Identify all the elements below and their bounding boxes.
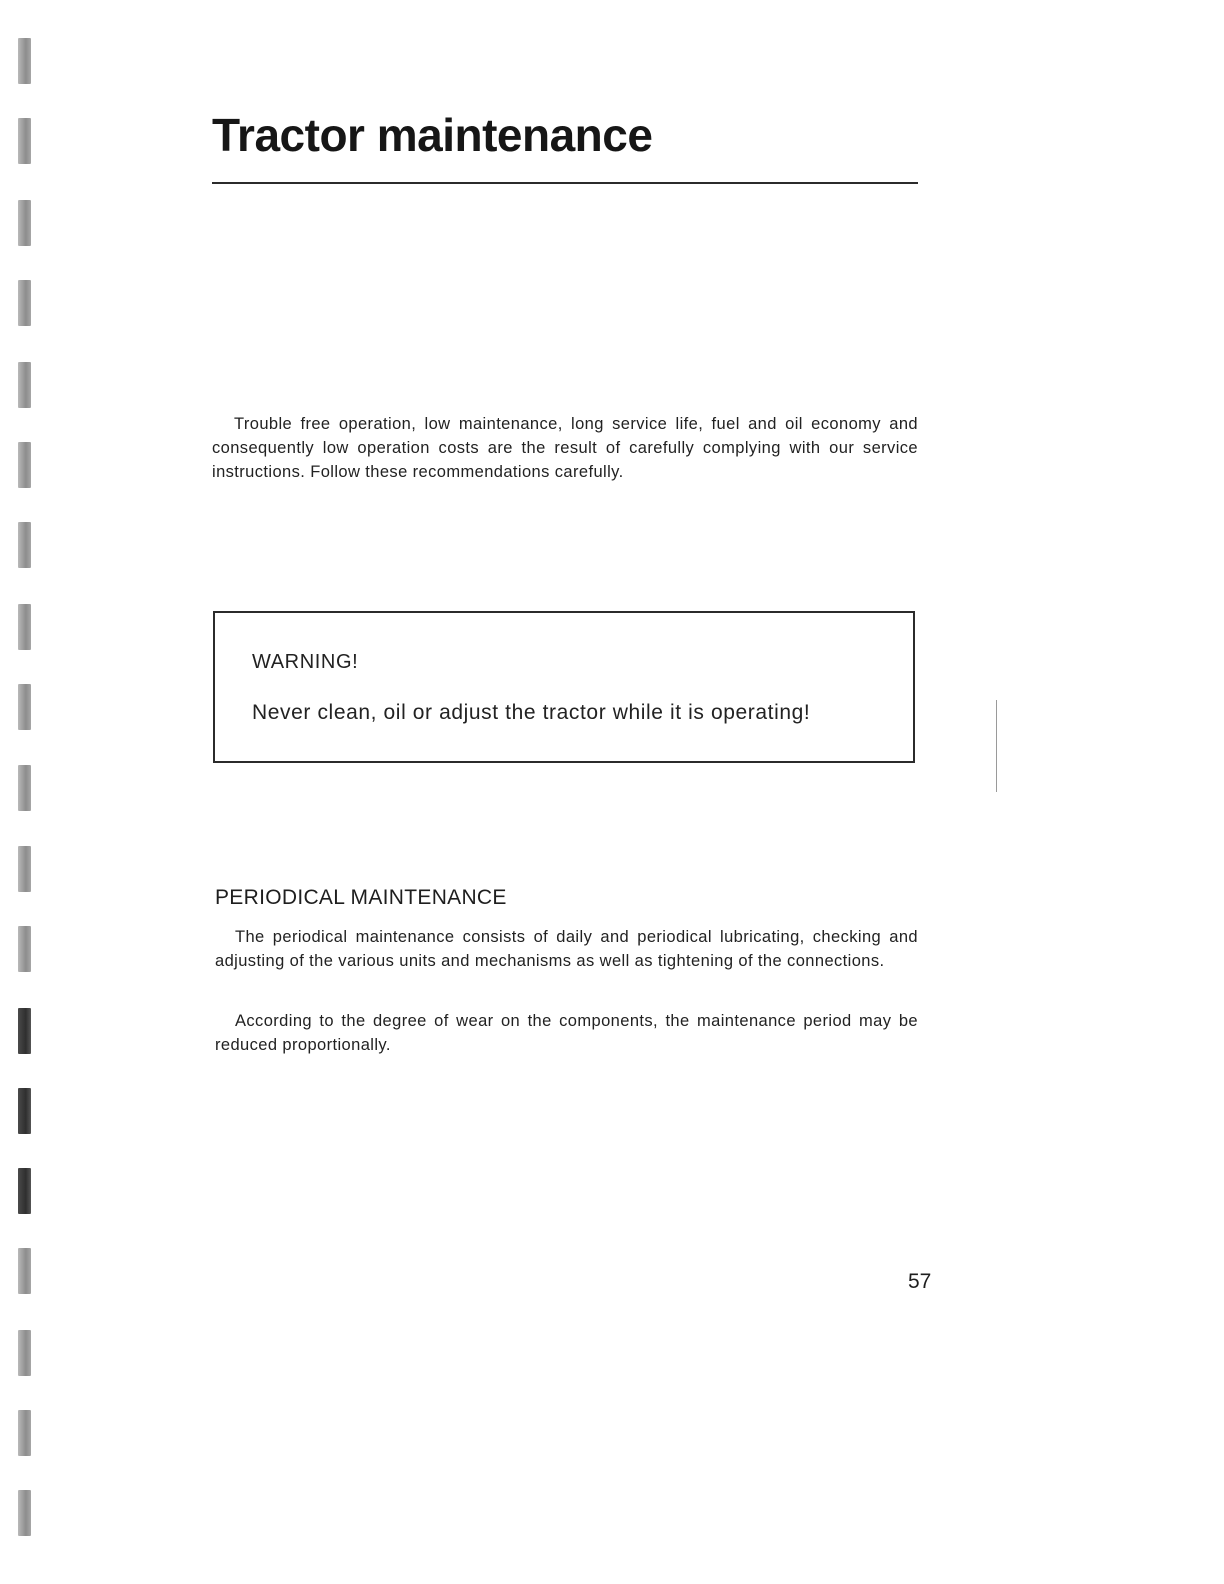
section-paragraph: According to the degree of wear on the components, the maintenance period may be reduced proportionally. (215, 1012, 918, 1054)
binding-hole (18, 1330, 31, 1376)
warning-text: Never clean, oil or adjust the tractor while it is operating! (252, 701, 811, 724)
binding-hole (18, 200, 31, 246)
binding-hole (18, 442, 31, 488)
ring-binding-holes (10, 0, 40, 1584)
page-title: Tractor maintenance (212, 109, 653, 161)
warning-box (213, 611, 915, 763)
page-number: 57 (908, 1270, 932, 1293)
binding-hole (18, 684, 31, 730)
binding-hole (18, 926, 31, 972)
title-divider (212, 182, 918, 184)
intro-paragraph: Trouble free operation, low maintenance, long service life, fuel and oil economy and consequently low operation costs are the result of carefully complying with our service instructions. Follow these recommendations carefully. (212, 415, 918, 481)
binding-hole (18, 1088, 31, 1134)
binding-hole (18, 1490, 31, 1536)
binding-hole (18, 1410, 31, 1456)
binding-hole (18, 1168, 31, 1214)
binding-hole (18, 362, 31, 408)
section-heading: PERIODICAL MAINTENANCE (215, 886, 507, 909)
section-paragraph: The periodical maintenance consists of daily and periodical lubricating, checking and adjusting of the various units and mechanisms as well as tightening of the connections. (215, 928, 918, 970)
binding-hole (18, 1248, 31, 1294)
binding-hole (18, 118, 31, 164)
binding-hole (18, 38, 31, 84)
binding-hole (18, 765, 31, 811)
margin-mark (996, 700, 997, 792)
binding-hole (18, 522, 31, 568)
binding-hole (18, 604, 31, 650)
binding-hole (18, 1008, 31, 1054)
warning-title: WARNING! (252, 651, 359, 673)
binding-hole (18, 846, 31, 892)
binding-hole (18, 280, 31, 326)
